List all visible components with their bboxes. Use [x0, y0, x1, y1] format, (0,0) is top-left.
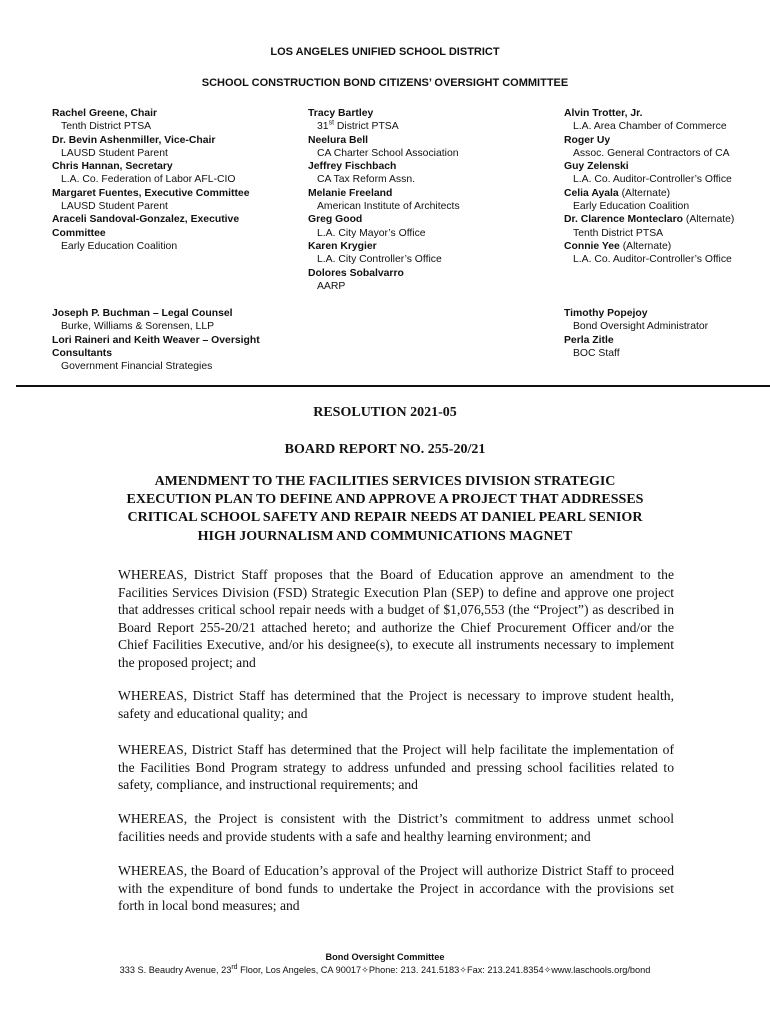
member-line	[564, 187, 764, 200]
member-org: Tenth District PTSA	[573, 227, 664, 239]
member-name: Guy Zelenski	[564, 161, 629, 173]
member-alternate: (Alternate)	[618, 187, 671, 199]
member-org: American Institute of Architects	[317, 201, 460, 213]
members-column-2	[308, 107, 548, 293]
member-org: AARP	[317, 280, 346, 292]
resolution-title: RESOLUTION 2021-05	[313, 405, 457, 420]
resolution-subject	[100, 473, 670, 546]
district-heading: LOS ANGELES UNIFIED SCHOOL DISTRICT	[270, 46, 500, 58]
member-line	[564, 240, 764, 253]
member-org: CA Tax Reform Assn.	[317, 174, 415, 186]
member-name: Margaret Fuentes, Executive Committee	[52, 187, 250, 199]
member-org: L.A. City Mayor’s Office	[317, 227, 426, 239]
member-org: L.A. Co. Auditor-Controller’s Office	[573, 174, 732, 186]
member-name: Araceli Sandoval-Gonzalez, Executive	[52, 214, 240, 226]
member-name: Karen Krygier	[308, 240, 377, 252]
org-ordinal: st	[328, 119, 335, 127]
whereas-paragraph: WHEREAS, District Staff has determined that the Project will help facilitate the implementation of the Facilities Bond Program strategy to address unfunded and pressing school facilities related to safety, compliance, and instructional requirements; and	[118, 742, 674, 793]
whereas-paragraph: WHEREAS, District Staff has determined that the Project is necessary to improve student health, safety and educational quality; and	[118, 688, 674, 721]
header-divider	[16, 385, 770, 387]
member-line	[564, 213, 764, 226]
member-name: Neelura Bell	[308, 134, 369, 146]
staff-role: BOC Staff	[573, 347, 620, 359]
whereas-paragraph: WHEREAS, the Project is consistent with the District’s commitment to address unmet school facilities needs and provide students with a safe and healthy learning environment; and	[118, 811, 674, 844]
subject-line: AMENDMENT TO THE FACILITIES SERVICES DIVISION STRATEGIC	[154, 474, 616, 489]
legal-counsel-name: Joseph P. Buchman – Legal Counsel	[52, 308, 233, 319]
member-org	[308, 120, 548, 133]
consultants-name: Lori Raineri and Keith Weaver – Oversight	[52, 334, 260, 346]
member-name-cont: Committee	[52, 227, 106, 239]
org-rest: District PTSA	[334, 121, 399, 133]
consultants-org: Government Financial Strategies	[61, 361, 213, 373]
member-org: L.A. Area Chamber of Commerce	[573, 121, 727, 133]
member-name: Roger Uy	[564, 134, 611, 146]
footer-address-rest: Floor, Los Angeles, CA 90017✧Phone: 213. 241.5183✧Fax: 213.241.8354✧www.laschools.org/bond	[237, 965, 651, 975]
member-org: Early Education Coalition	[573, 201, 690, 213]
subject-line: EXECUTION PLAN TO DEFINE AND APPROVE A PROJECT THAT ADDRESSES	[126, 492, 644, 508]
member-alternate: (Alternate)	[682, 214, 735, 226]
committee-heading: SCHOOL CONSTRUCTION BOND CITIZENS’ OVERSIGHT COMMITTEE	[201, 77, 569, 89]
subject-line: HIGH JOURNALISM AND COMMUNICATIONS MAGNET	[197, 528, 573, 544]
member-org: Assoc. General Contractors of CA	[573, 147, 730, 159]
org-number: 31	[317, 121, 329, 133]
member-name: Rachel Greene, Chair	[52, 108, 158, 119]
board-report-number: BOARD REPORT NO. 255-20/21	[284, 442, 486, 457]
member-name: Connie Yee	[564, 240, 620, 252]
member-name: Jeffrey Fischbach	[308, 161, 397, 173]
staff-name: Perla Zitle	[564, 334, 614, 346]
whereas-paragraph: WHEREAS, the Board of Education’s approval of the Project will authorize District Staff to proceed with the expenditure of bond funds to undertake the Project in accordance with the provisions set forth in local bond measures; and	[118, 863, 674, 914]
footer-address	[0, 965, 770, 976]
member-org: LAUSD Student Parent	[61, 201, 168, 213]
member-name: Alvin Trotter, Jr.	[564, 108, 643, 119]
legal-counsel-org: Burke, Williams & Sorensen, LLP	[61, 321, 215, 333]
members-column-3	[564, 107, 764, 267]
member-org: LAUSD Student Parent	[61, 147, 168, 159]
consultants-name-cont: Consultants	[52, 347, 113, 359]
member-org: L.A. Co. Auditor-Controller’s Office	[573, 254, 732, 266]
member-name: Chris Hannan, Secretary	[52, 161, 173, 173]
member-org: Early Education Coalition	[61, 240, 178, 252]
member-name: Dr. Bevin Ashenmiller, Vice-Chair	[52, 134, 216, 146]
footer-address-start: 333 S. Beaudry Avenue, 23	[119, 965, 232, 975]
member-name: Tracy Bartley	[308, 108, 374, 119]
whereas-paragraph: WHEREAS, District Staff proposes that the Board of Education approve an amendment to the Facilities Services Division (FSD) Strategic Execution Plan (SEP) to define and approve one project that addresses critical school repair needs with a budget of $1,076,553 (the “Project”) as described in Board Report 255-20/21 attached hereto; and authorize the Chief Procurement Officer and/or the Chief Facilities Executive, and/or his designee(s), to execute all instruments necessary to implement the proposed project; and	[118, 567, 674, 670]
member-name: Dr. Clarence Monteclaro	[564, 214, 683, 226]
administrator-name: Timothy Popejoy	[564, 308, 648, 319]
subject-line: CRITICAL SCHOOL SAFETY AND REPAIR NEEDS AT DANIEL PEARL SENIOR	[127, 510, 643, 526]
footer-ordinal: rd	[231, 963, 238, 971]
member-name: Melanie Freeland	[308, 187, 393, 199]
staff-block	[564, 307, 764, 360]
administrator-role: Bond Oversight Administrator	[573, 321, 709, 333]
member-org: Tenth District PTSA	[61, 121, 152, 133]
member-org: L.A. Co. Federation of Labor AFL-CIO	[61, 174, 236, 186]
member-name: Greg Good	[308, 214, 363, 226]
member-org: L.A. City Controller’s Office	[317, 254, 442, 266]
members-column-1	[52, 107, 302, 253]
member-name: Celia Ayala	[564, 187, 619, 199]
member-org: CA Charter School Association	[317, 147, 459, 159]
member-alternate: (Alternate)	[619, 240, 672, 252]
footer-title: Bond Oversight Committee	[325, 952, 445, 962]
member-name: Dolores Sobalvarro	[308, 267, 404, 279]
counsel-block	[52, 307, 302, 373]
